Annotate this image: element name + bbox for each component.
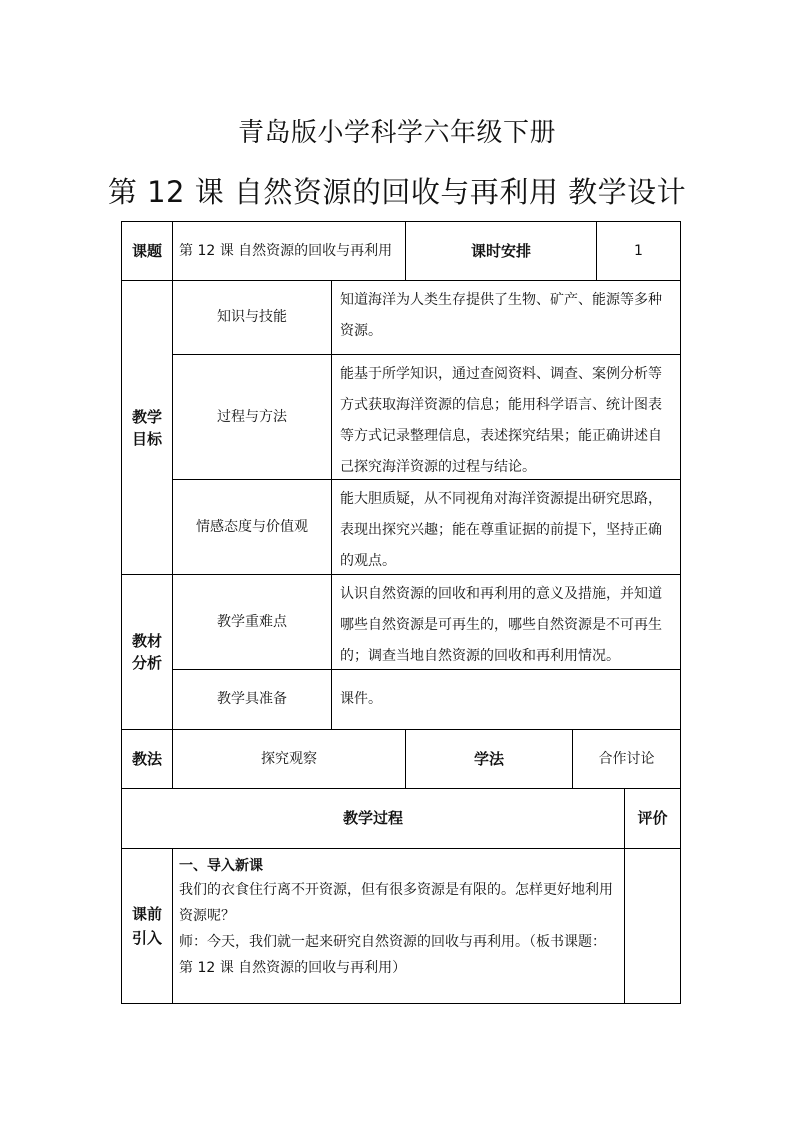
teach-method-value: 探究观察 [261,750,317,767]
evaluation-header: 评价 [637,809,668,827]
evaluation-cell [625,849,680,1003]
document-title: 青岛版小学科学六年级下册 [237,118,556,148]
goal-name: 知识与技能 [217,309,287,325]
lead-in-content [173,849,624,1003]
goal-text: 能基于所学知识，通过查阅资料、调查、案例分析等方式获取海洋资源的信息；能用科学语言、统计图表等方式记录整理信息，表述探究结果；能正确讲述自己探究海洋资源的过程与结论。 [340,366,662,475]
process-header: 教学过程 [342,809,403,827]
table-rule [680,221,681,1004]
stage-label-line1: 课前 [131,905,162,923]
material-name: 教学具准备 [217,691,287,707]
lesson-title: 第 12 课 自然资源的回收与再利用 教学设计 [107,175,687,209]
lesson-plan-table [121,221,681,1004]
goals-label [122,281,172,574]
learn-method-value: 合作讨论 [598,750,655,767]
material-label [122,575,172,729]
stage-label-line2: 引入 [131,929,162,947]
material-label-line1: 教材 [131,632,162,650]
goals-label-line1: 教学 [131,407,162,426]
table-rule [331,669,332,729]
topic-value: 第 12 课 自然资源的回收与再利用 [179,243,393,259]
goal-name: 情感态度与价值观 [196,518,308,535]
teach-method-label: 教法 [131,749,162,768]
lead-in-paragraph: 我们的衣食住行离不开资源，但有很多资源是有限的。怎样更好地利用资源呢？ [179,882,613,924]
lead-in-heading: 一、导入新课 [179,858,263,874]
topic-label: 课题 [131,241,162,260]
goal-text: 能大胆质疑，从不同视角对海洋资源提出研究思路，表现出探究兴趣；能在尊重证据的前提下，坚持正确的观点。 [340,491,662,569]
hours-label: 课时安排 [470,241,531,260]
material-name: 教学重难点 [217,613,287,630]
goals-label-line2: 目标 [131,429,162,448]
lead-in-paragraph: 师：今天，我们就一起来研究自然资源的回收与再利用。（板书课题：第 12 课 自然资源的回收与再利用） [179,934,606,976]
stage-label [122,849,172,1003]
table-rule [121,1003,681,1004]
goal-name: 过程与方法 [217,408,287,425]
goal-text: 知道海洋为人类生存提供了生物、矿产、能源等多种资源。 [340,292,662,339]
material-label-line2: 分析 [131,654,162,672]
learn-method-label: 学法 [473,749,504,768]
material-text: 认识自然资源的回收和再利用的意义及措施，并知道哪些自然资源是可再生的，哪些自然资源是不可再生的；调查当地自然资源的回收和再利用情况。 [340,586,662,664]
material-text: 课件。 [340,691,382,707]
hours-value: 1 [634,242,643,259]
